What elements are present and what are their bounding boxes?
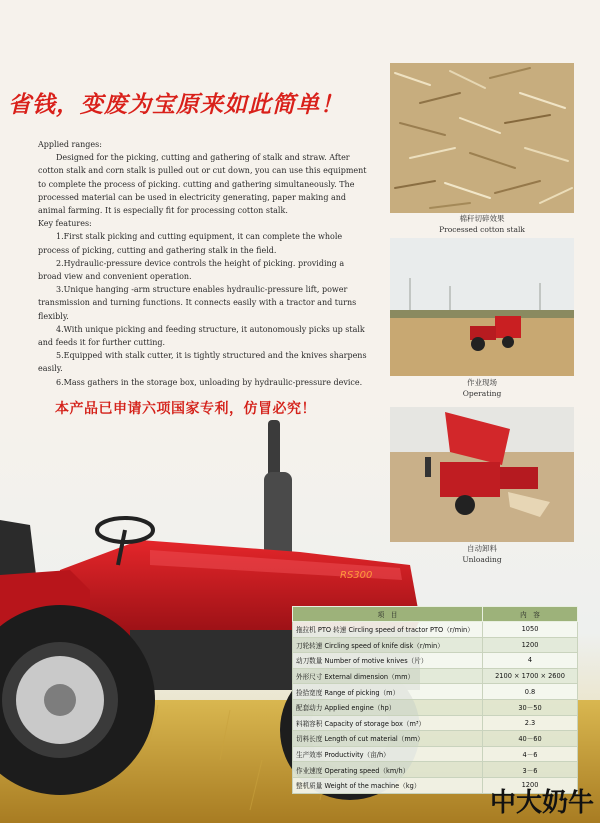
spec-value: 4－6: [483, 746, 578, 762]
spec-item: 拖拉机 PTO 转速 Circling speed of tractor PTO（r/min）: [293, 622, 483, 638]
table-row: [293, 637, 578, 653]
photo-caption: [390, 378, 574, 399]
unloading-photo: [390, 407, 574, 542]
feature-item: 5.Equipped with stalk cutter, it is tightly structured and the knives sharpens easily.: [38, 351, 367, 374]
caption-cn: 自动卸料: [467, 544, 497, 553]
watermark: 中大奶牛: [489, 788, 594, 818]
feature-item: 6.Mass gathers in the storage box, unloading by hydraulic-pressure device.: [56, 377, 363, 387]
feature-item: 2.Hydraulic-pressure device controls the height of picking. providing a broad view and convenient operation.: [38, 258, 345, 282]
features-heading: Key features:: [38, 219, 92, 229]
spec-item: 切料长度 Length of cut material（mm）: [293, 731, 483, 747]
spec-value: 0.8: [483, 684, 578, 700]
processed-stalk-photo: [390, 63, 574, 213]
feature-item: 3.Unique hanging -arm structure enables hydraulic-pressure lift, power transmission and turning functions. It connects easily with a tractor and turns flexibly.: [38, 285, 357, 321]
patent-notice: 本产品已申请六项国家专利，仿冒必究！: [55, 401, 316, 417]
spec-header-item: 项 目: [293, 607, 483, 622]
feature-item: 4.With unique picking and feeding structure, it autonomously picks up stalk and feeds it for further cutting.: [38, 324, 365, 348]
spec-value: 1200: [483, 777, 578, 793]
spec-value: 3－6: [483, 762, 578, 778]
table-row: [293, 746, 578, 762]
photo-caption: [390, 544, 574, 565]
spec-item: 动刀数量 Number of motive knives（片）: [293, 653, 483, 669]
caption-cn: 作业现场: [467, 378, 497, 387]
caption-en: Operating: [462, 388, 502, 398]
table-row: [293, 762, 578, 778]
spec-item: 捡拾宽度 Range of picking（m）: [293, 684, 483, 700]
spec-table: [292, 606, 578, 794]
spec-item: 配套动力 Applied engine（hp）: [293, 699, 483, 715]
spec-value: 1200: [483, 637, 578, 653]
spec-item: 料箱容积 Capacity of storage box（m³）: [293, 715, 483, 731]
tractor-badge: RS300: [340, 570, 373, 581]
spec-value: 2100 × 1700 × 2600: [483, 668, 578, 684]
spec-item: 整机质量 Weight of the machine（kg）: [293, 777, 483, 793]
photo-caption: [390, 214, 574, 235]
table-row: [293, 715, 578, 731]
table-row: [293, 668, 578, 684]
applied-heading: Applied ranges:: [38, 140, 102, 149]
spec-header-content: 内 容: [483, 607, 578, 622]
spec-item: 生产效率 Productivity（亩/h）: [293, 746, 483, 762]
caption-en: Processed cotton stalk: [439, 224, 525, 234]
description-column: [38, 138, 370, 389]
applied-text: Designed for the picking, cutting and gathering of stalk and straw. After cotton stalk and corn stalk is pulled out or cut down, you can use this equipment to complete the process of picking. cutting and gathering simultaneously. The processed material can be used in electricity generating, paper making and animal farming. It is especially fit for processing cotton stalk.: [38, 153, 367, 216]
table-row: [293, 622, 578, 638]
table-row: [293, 653, 578, 669]
feature-item: 1.First stalk picking and cutting equipment, it can complete the whole process of picking, cutting and gathering stalk in the field.: [38, 232, 343, 255]
operating-photo: [390, 238, 574, 376]
spec-value: 1050: [483, 622, 578, 638]
table-row: [293, 731, 578, 747]
headline: 省钱，变废为宝原来如此简单！: [8, 92, 344, 118]
caption-cn: 棉秆切碎效果: [459, 214, 505, 223]
table-row: [293, 699, 578, 715]
table-row: [293, 684, 578, 700]
spec-value: 4: [483, 653, 578, 669]
caption-en: Unloading: [462, 554, 502, 564]
spec-value: 40－60: [483, 731, 578, 747]
spec-item: 刀轮转速 Circling speed of knife disk（r/min）: [293, 637, 483, 653]
spec-item: 作业速度 Operating speed（km/h）: [293, 762, 483, 778]
spec-item: 外形尺寸 External dimension（mm）: [293, 668, 483, 684]
spec-value: 30－50: [483, 699, 578, 715]
spec-value: 2.3: [483, 715, 578, 731]
